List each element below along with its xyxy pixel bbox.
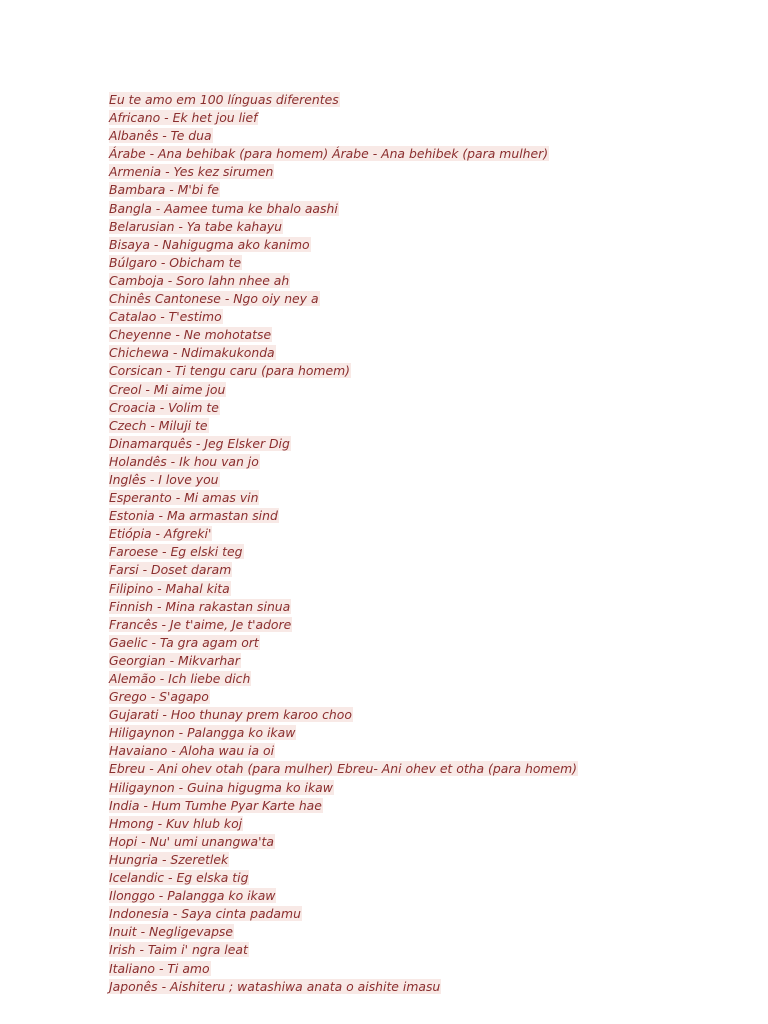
list-item-text: Farsi - Doset daram <box>109 562 232 578</box>
list-item-text: Belarusian - Ya tabe kahayu <box>109 218 283 234</box>
list-item <box>109 362 578 380</box>
list-item-text: Cheyenne - Ne mohotatse <box>109 327 272 343</box>
list-item <box>109 851 578 869</box>
list-item <box>109 471 578 489</box>
list-item-text: Alemão - Ich liebe dich <box>109 671 251 686</box>
list-item-text: Japonês - Aishiteru ; watashiwa anata o aishite imasu <box>109 978 441 994</box>
list-item <box>109 200 578 218</box>
list-item-text: Francês - Je t'aime, Je t'adore <box>109 616 292 632</box>
list-item-text: Chinês Cantonese - Ngo oiy ney a <box>109 291 319 307</box>
list-item <box>109 941 578 959</box>
list-item-text: Bambara - M'bi fe <box>109 182 219 198</box>
list-item <box>109 453 578 471</box>
list-item <box>109 923 578 941</box>
list-item <box>109 399 578 417</box>
list-item <box>109 127 578 145</box>
list-item <box>109 109 578 127</box>
list-item-text: Croacia - Volim te <box>109 399 219 415</box>
list-item-text: Italiano - Ti amo <box>109 960 210 976</box>
list-item-text: Dinamarquês - Jeg Elsker Dig <box>109 435 290 451</box>
list-item-text: Indonesia - Saya cinta padamu <box>109 906 301 922</box>
list-item-text: Árabe - Ana behibak (para homem) Árabe - Ana behibek (para mulher) <box>109 146 549 162</box>
list-item-text: Búlgaro - Obicham te <box>109 254 242 270</box>
list-item <box>109 779 578 797</box>
list-item-text: Bangla - Aamee tuma ke bhalo aashi <box>109 200 338 216</box>
list-item-text: Gaelic - Ta gra agam ort <box>109 634 259 650</box>
list-item-text: Irish - Taim i' ngra leat <box>109 942 248 958</box>
list-item-text: Holandês - Ik hou van jo <box>109 453 259 469</box>
list-item <box>109 652 578 670</box>
list-item <box>109 634 578 652</box>
list-item-text: Czech - Miluji te <box>109 417 208 433</box>
list-item-text: Inglês - I love you <box>109 471 219 487</box>
list-item <box>109 417 578 435</box>
list-item <box>109 181 578 199</box>
list-item-text: Catalao - T'estimo <box>109 309 222 325</box>
phrase-list <box>109 91 578 996</box>
list-item-text: Corsican - Ti tengu caru (para homem) <box>109 363 351 379</box>
list-item <box>109 163 578 181</box>
list-item-text: Finnish - Mina rakastan sinua <box>109 598 291 614</box>
list-item <box>109 507 578 525</box>
list-item-text: Hungria - Szeretlek <box>109 851 229 867</box>
list-item-text: Inuit - Negligevapse <box>109 924 234 940</box>
list-item <box>109 236 578 254</box>
list-item-text: Havaiano - Aloha wau ia oi <box>109 743 275 759</box>
list-item <box>109 308 578 326</box>
list-item-text: Hiligaynon - Guina higugma ko ikaw <box>109 779 333 795</box>
list-item-text: Albanês - Te dua <box>109 128 212 144</box>
list-item <box>109 543 578 561</box>
list-item-text: India - Hum Tumhe Pyar Karte hae <box>109 797 322 813</box>
document-title: Eu te amo em 100 línguas diferentes <box>109 92 339 107</box>
list-item-text: Etiópia - Afgreki' <box>109 526 212 542</box>
list-item <box>109 833 578 851</box>
list-item <box>109 598 578 616</box>
list-item <box>109 887 578 905</box>
list-item-text: Ilonggo - Palangga ko ikaw <box>109 888 276 904</box>
list-item-text: Armenia - Yes kez sirumen <box>109 164 274 180</box>
list-item <box>109 344 578 362</box>
list-item <box>109 815 578 833</box>
list-item-text: Africano - Ek het jou lief <box>109 110 258 126</box>
list-item <box>109 724 578 742</box>
list-item <box>109 670 578 688</box>
list-item-text: Filipino - Mahal kita <box>109 580 230 596</box>
list-item-text: Estonia - Ma armastan sind <box>109 508 278 524</box>
list-item <box>109 489 578 507</box>
list-item <box>109 326 578 344</box>
list-item-text: Esperanto - Mi amas vin <box>109 490 259 506</box>
list-item <box>109 145 578 163</box>
list-item-text: Georgian - Mikvarhar <box>109 652 240 668</box>
list-item <box>109 742 578 760</box>
list-item-text: Icelandic - Eg elska tig <box>109 870 249 886</box>
list-item-text: Hopi - Nu' umi unangwa'ta <box>109 833 274 849</box>
list-item-text: Faroese - Eg elski teg <box>109 544 243 560</box>
list-item-text: Ebreu - Ani ohev otah (para mulher) Ebreu- Ani ohev et otha (para homem) <box>109 761 578 777</box>
list-item-text: Grego - S'agapo <box>109 689 209 705</box>
list-item <box>109 688 578 706</box>
list-item <box>109 272 578 290</box>
list-item <box>109 797 578 815</box>
list-item <box>109 760 578 778</box>
list-item <box>109 254 578 272</box>
list-item <box>109 706 578 724</box>
list-item-text: Hmong - Kuv hlub koj <box>109 815 243 831</box>
list-item <box>109 525 578 543</box>
list-item-text: Chichewa - Ndimakukonda <box>109 345 275 361</box>
list-item-text: Gujarati - Hoo thunay prem karoo choo <box>109 707 352 723</box>
list-item <box>109 218 578 236</box>
list-item <box>109 435 578 453</box>
list-item <box>109 580 578 598</box>
list-item <box>109 978 578 996</box>
list-item-text: Bisaya - Nahigugma ako kanimo <box>109 236 310 252</box>
list-item <box>109 869 578 887</box>
list-item-text: Camboja - Soro lahn nhee ah <box>109 272 290 288</box>
document-title-line <box>109 91 578 109</box>
list-item <box>109 290 578 308</box>
list-item <box>109 616 578 634</box>
list-item-text: Creol - Mi aime jou <box>109 381 226 397</box>
list-item <box>109 905 578 923</box>
list-item <box>109 960 578 978</box>
list-item <box>109 561 578 579</box>
list-item-text: Hiligaynon - Palangga ko ikaw <box>109 725 296 741</box>
list-item <box>109 381 578 399</box>
